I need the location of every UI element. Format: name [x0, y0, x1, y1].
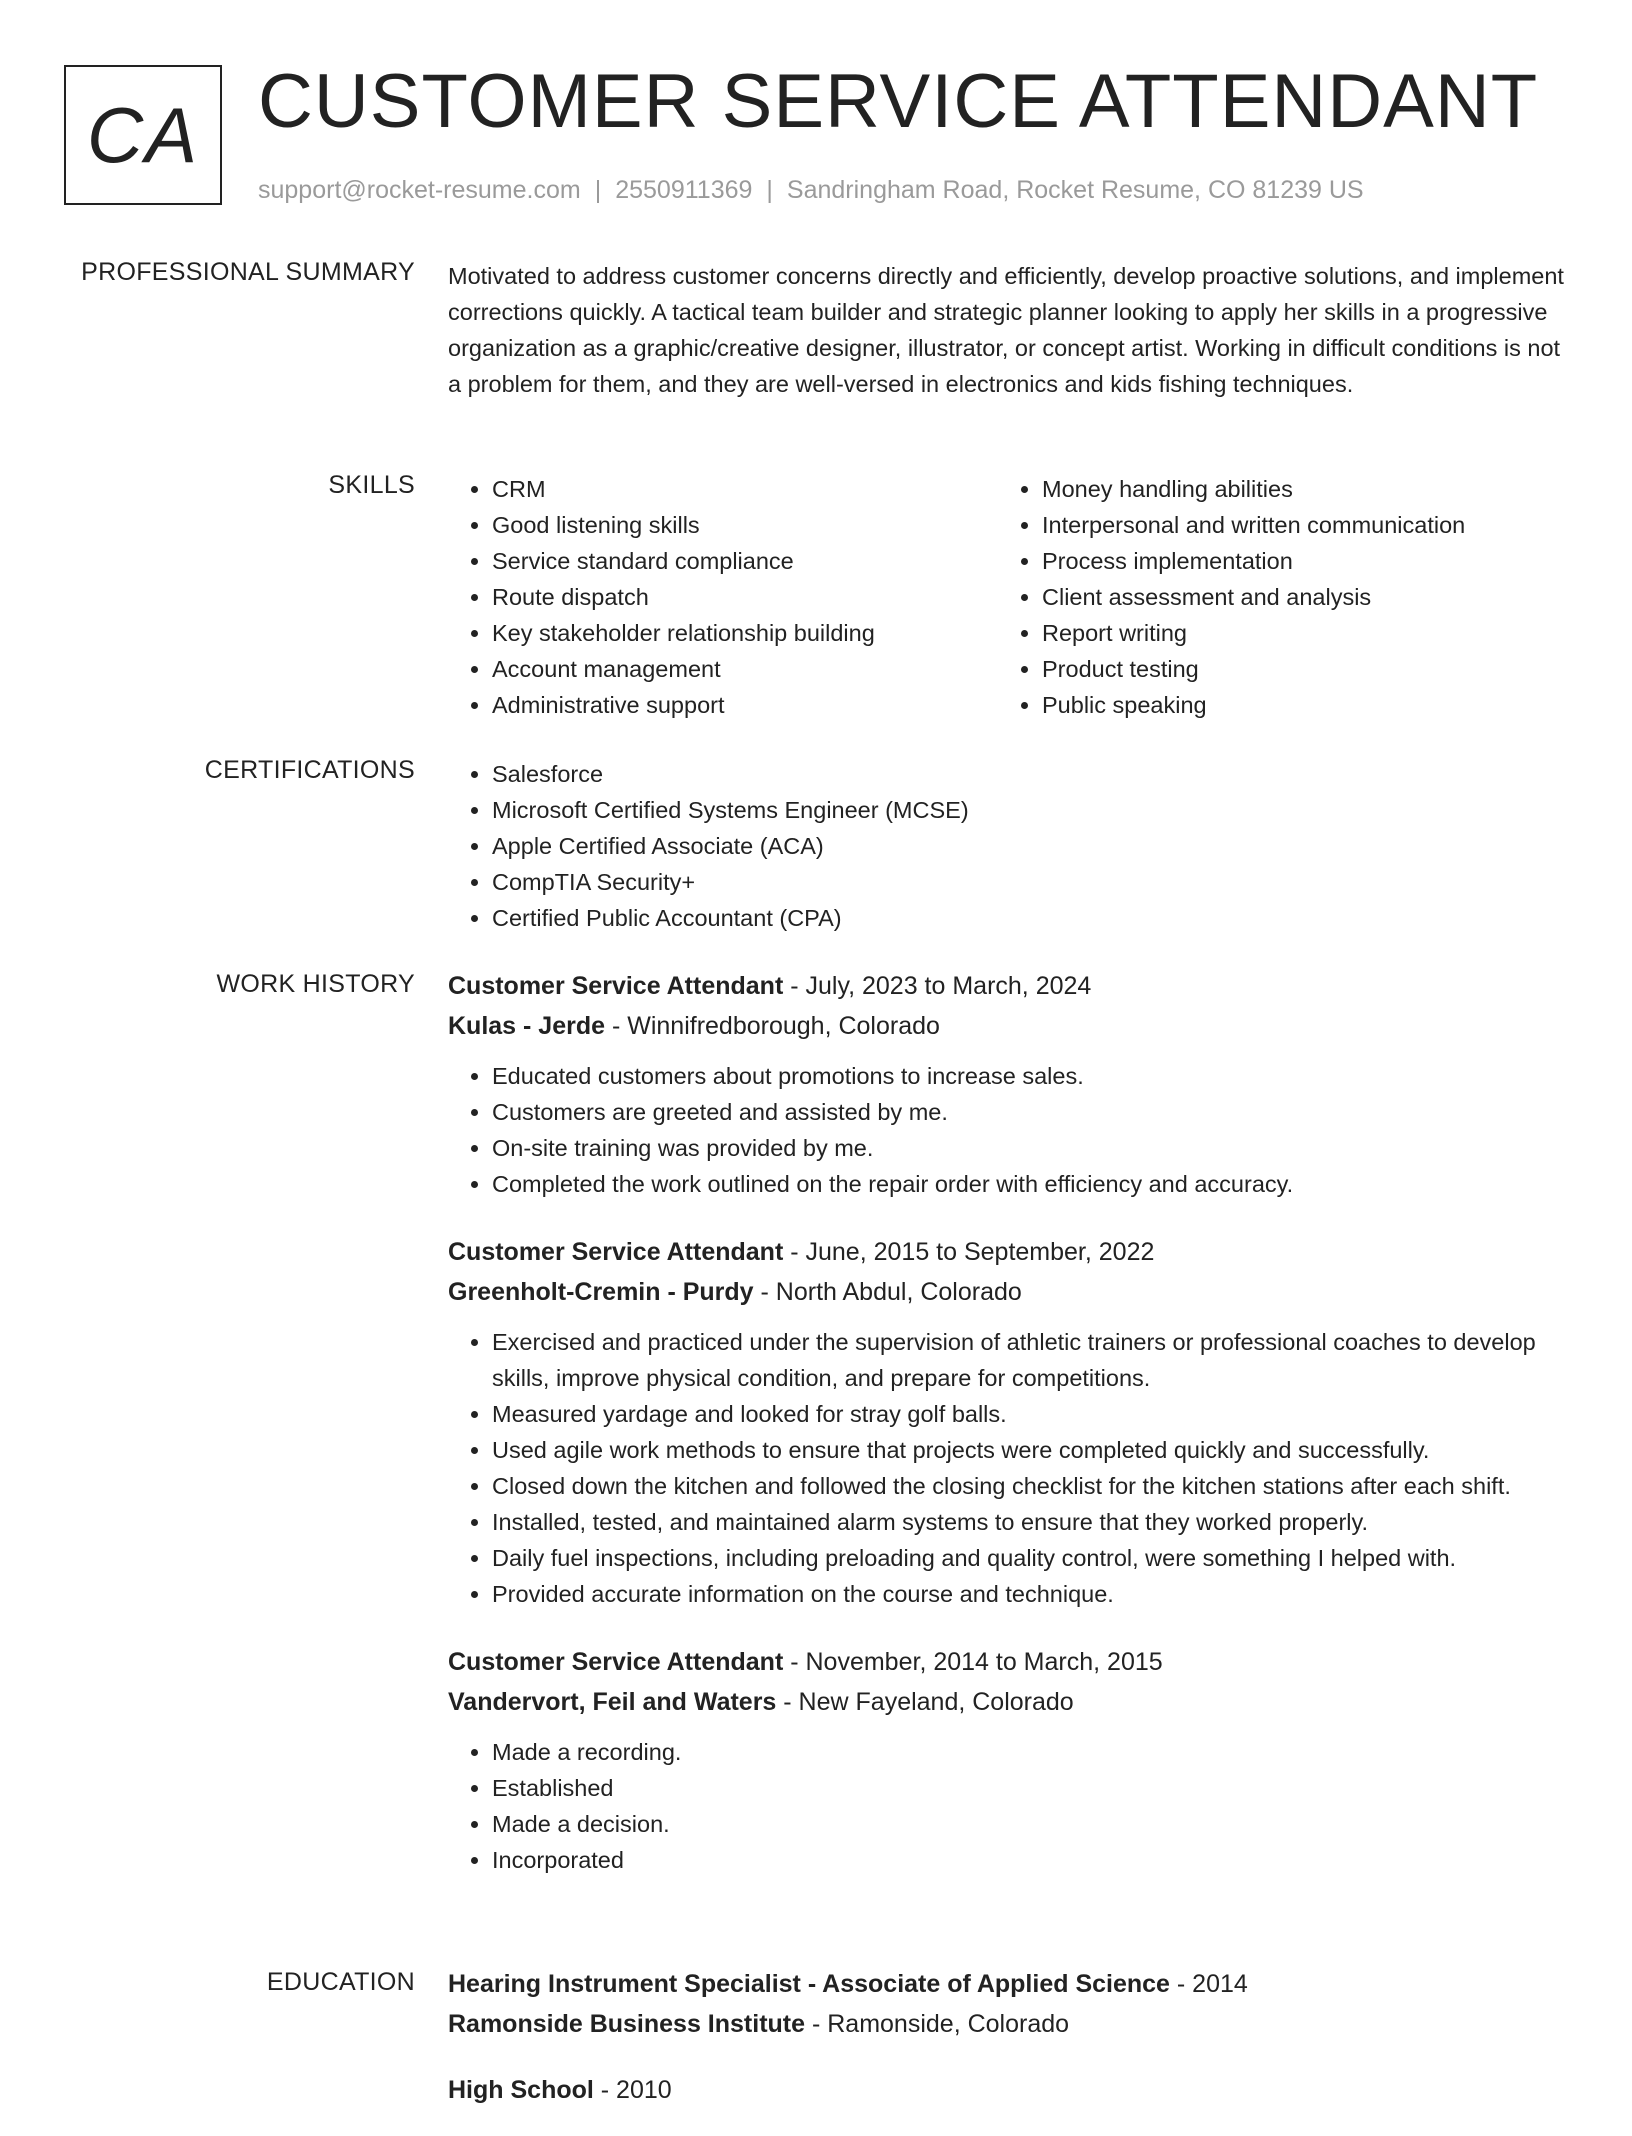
job-bullet: • On-site training was provided by me. [492, 1130, 1568, 1166]
job-bullet: • Used agile work methods to ensure that projects were completed quickly and successfully. [492, 1432, 1568, 1468]
skill-item: • Process implementation [1042, 543, 1548, 579]
certification-item: • Salesforce [492, 756, 1568, 792]
job-bullet: • Established [492, 1770, 1568, 1806]
job-bullet: • Daily fuel inspections, including preloading and quality control, were something I helped with. [492, 1540, 1568, 1576]
job-dates: - November, 2014 to March, 2015 [783, 1648, 1163, 1676]
skill-item: • Client assessment and analysis [1042, 579, 1548, 615]
job-company-line [448, 1272, 1568, 1312]
education-location: - Ramonside, Colorado [805, 2010, 1070, 2038]
section-label-work-history: WORK HISTORY [216, 970, 415, 998]
job-bullet: • Made a decision. [492, 1806, 1568, 1842]
education-school: Ramonside Business Institute [448, 2010, 806, 2038]
certification-item: • Microsoft Certified Systems Engineer (MCSE) [492, 792, 1568, 828]
job-title-line [448, 966, 1568, 1006]
skill-item: • Money handling abilities [1042, 471, 1548, 507]
job-bullet: • Closed down the kitchen and followed the closing checklist for the kitchen stations after each shift. [492, 1468, 1568, 1504]
job-bullet: • Made a recording. [492, 1734, 1568, 1770]
skill-item: • Report writing [1042, 615, 1548, 651]
contact-email: support@rocket-resume.com [258, 176, 581, 204]
skill-item: • Route dispatch [492, 579, 998, 615]
summary-section [448, 258, 1568, 402]
education-entry [448, 1964, 1568, 2044]
job-company: Greenholt-Cremin - Purdy [448, 1278, 754, 1306]
job-bullet: • Exercised and practiced under the supervision of athletic trainers or professional coaches to develop skills, improve physical condition, and prepare for competitions. [492, 1324, 1568, 1396]
education-year: - 2014 [1169, 1970, 1248, 1998]
skill-item: • CRM [492, 471, 998, 507]
job-title-line [448, 1642, 1568, 1682]
job-title: Customer Service Attendant [448, 1238, 784, 1266]
contact-separator: | [766, 176, 773, 204]
education-school-line [448, 2004, 1568, 2044]
job-company: Vandervort, Feil and Waters [448, 1688, 777, 1716]
job-title: Customer Service Attendant [448, 1648, 784, 1676]
contact-address: Sandringham Road, Rocket Resume, CO 81239 US [786, 176, 1364, 204]
section-label-certifications: CERTIFICATIONS [204, 756, 415, 784]
job-bullet: • Educated customers about promotions to increase sales. [492, 1058, 1568, 1094]
skill-item: • Interpersonal and written communication [1042, 507, 1548, 543]
contact-phone: 2550911369 [615, 176, 753, 204]
skills-column-left [448, 471, 998, 723]
job-bullet: • Provided accurate information on the course and technique. [492, 1576, 1568, 1612]
skill-item: • Account management [492, 651, 998, 687]
job-dates: - July, 2023 to March, 2024 [783, 972, 1092, 1000]
monogram-initials: CA [86, 91, 200, 179]
skill-item: • Product testing [1042, 651, 1548, 687]
education-year: - 2010 [593, 2076, 672, 2104]
summary-text: Motivated to address customer concerns directly and efficiently, develop proactive solutions, and implement corrections quickly. A tactical team builder and strategic planner looking to apply her skills in a progressive organization as a graphic/creative designer, illustrator, or concept artist. Working in difficult conditions is not a problem for them, and they are well-versed in electronics and kids fishing techniques. [448, 263, 1564, 397]
education-degree: Hearing Instrument Specialist - Associate of Applied Science [448, 1970, 1170, 1998]
job-location: - New Fayeland, Colorado [776, 1688, 1074, 1716]
job-bullet: • Completed the work outlined on the repair order with efficiency and accuracy. [492, 1166, 1568, 1202]
section-label-summary: PROFESSIONAL SUMMARY [81, 258, 415, 286]
job-bullet: • Measured yardage and looked for stray golf balls. [492, 1396, 1568, 1432]
job-bullet: • Installed, tested, and maintained alarm systems to ensure that they worked properly. [492, 1504, 1568, 1540]
job-title: Customer Service Attendant [448, 972, 784, 1000]
work-history-section [448, 966, 1568, 1908]
certification-item: • CompTIA Security+ [492, 864, 1568, 900]
education-degree-line [448, 1964, 1568, 2004]
job-company-line [448, 1682, 1568, 1722]
skill-item: • Service standard compliance [492, 543, 998, 579]
job-location: - Winnifredborough, Colorado [605, 1012, 940, 1040]
skill-item: • Key stakeholder relationship building [492, 615, 998, 651]
candidate-title: CUSTOMER SERVICE ATTENDANT [258, 59, 1539, 144]
job-company-line [448, 1006, 1568, 1046]
skill-item: • Public speaking [1042, 687, 1548, 723]
job-dates: - June, 2015 to September, 2022 [783, 1238, 1155, 1266]
certification-item: • Certified Public Accountant (CPA) [492, 900, 1568, 936]
monogram-box [64, 65, 222, 205]
skill-item: • Administrative support [492, 687, 998, 723]
job-location: - North Abdul, Colorado [753, 1278, 1022, 1306]
skills-column-right [998, 471, 1548, 723]
certification-item: • Apple Certified Associate (ACA) [492, 828, 1568, 864]
education-entry [448, 2070, 1568, 2110]
skill-item: • Good listening skills [492, 507, 998, 543]
contact-line [258, 176, 1364, 205]
job-entry [448, 966, 1568, 1202]
job-title-line [448, 1232, 1568, 1272]
education-degree-line [448, 2070, 1568, 2110]
section-label-skills: SKILLS [328, 471, 415, 499]
education-degree: High School [448, 2076, 594, 2104]
section-label-education: EDUCATION [266, 1968, 415, 1996]
certifications-section [448, 756, 1568, 936]
contact-separator: | [594, 176, 602, 204]
job-entry [448, 1642, 1568, 1878]
job-bullet: • Incorporated [492, 1842, 1568, 1878]
education-section [448, 1964, 1568, 2136]
job-company: Kulas - Jerde [448, 1012, 606, 1040]
job-entry [448, 1232, 1568, 1612]
skills-section [448, 471, 1568, 723]
job-bullet: • Customers are greeted and assisted by me. [492, 1094, 1568, 1130]
